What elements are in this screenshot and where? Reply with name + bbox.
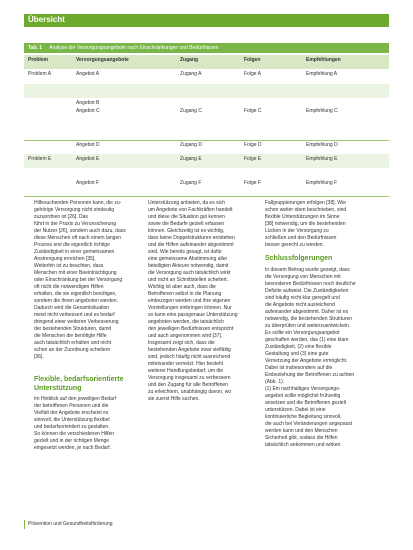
text-line: kontinuierliche Begleitung sinnvoll, [265,414,342,420]
text-line: Im Hinblick auf den jeweiligen Bedarf [34,396,116,402]
text-line: (1) Ein nachhaltiges Versorgungs- [265,386,341,392]
footer-rule [24,520,25,529]
text-line: weiterer Handlungsbedarf, um die [148,368,224,374]
table-header-row [24,55,389,69]
body-column-middle [148,200,260,403]
text-line: besonderen Bedürfnissen noch deutliche [265,281,356,287]
table-cell: Angebot E [76,156,100,162]
text-line: können. Gleichzeitig ist es wichtig, [148,228,225,234]
table-row-divider [24,140,389,141]
table-caption: Analyse der Versorgungsangebote nach Einschränkungen und Bedürfnissen [49,45,219,51]
text-line: tatsächlich ankommen und wirken. [265,442,342,448]
section-label: Übersicht [28,15,65,24]
text-line: Lücken in der Versorgung zu [265,228,329,234]
table-cell: Zugang F [180,180,202,186]
text-line: so kann eine passgenaue Unterstützung [148,312,238,318]
table-cell: Empfehlung A [306,71,338,77]
text-line: (Abb. 1). [265,379,285,385]
text-line: schließen und den Bedürfnissen [265,235,337,241]
text-line: So können die verschiedenen Hilfen [34,431,115,437]
text-line: die Versorgung auch tatsächlich wirkt [148,270,231,276]
text-line: Insgesamt zeigt sich, dass die [148,340,215,346]
text-line: notwendig, die bestehenden Strukturen [265,316,353,322]
table-header-cell: Versorgungsangebote [76,57,129,63]
text-line: meist nicht verbessert und es bedarf [34,312,115,318]
text-line: ansetzen und die Betroffenen gezielt [265,400,347,406]
text-line: die Versorgung von Menschen mit [265,274,341,280]
text-line: die Angebote nicht ausreichend [265,302,335,308]
text-line: werden kann und den Menschen [265,428,338,434]
text-line: Dabei ist insbesondere auf die [265,365,333,371]
text-line: zu erleichtern, unabhängig davon, wo [148,389,232,395]
section-heading: Flexible, bedarfsorientierte Unterstützung [34,376,124,392]
table-row-divider [24,196,389,197]
body-column-right [265,200,377,249]
text-line: [38] notwendig, um die bestehenden [265,221,346,227]
text-line: die auch bei Veränderungen angepasst [265,421,353,427]
text-line: sowie die Bedarfe gezielt erfassen [148,221,225,227]
text-line: und nicht an Schnittstellen scheitert. [148,277,229,283]
text-line: der betroffenen Personen und die [34,403,109,409]
text-line: der Nutzer [26], sondern auch dazu, dass [34,228,126,234]
text-line: und die Hilfen aufeinander abgestimmt [148,242,234,248]
text-line: um Angebote von Fachkräften handelt [148,207,233,213]
text-line: Menschen mit einer Beeinträchtigung [34,270,117,276]
text-line: schon an der Zuordnung scheitern [34,347,111,353]
text-line: eingesetzt werden, je nach Bedarf. [34,445,111,451]
table-header-cell: Folgen [244,57,261,63]
table-cell: Zugang D [180,142,202,148]
table-cell: Zugang E [180,156,202,162]
table-cell: Problem E [28,156,52,162]
footer-journal: Prävention und Gesundheitsförderung [28,521,113,527]
text-line: einbezogen werden und ihre eigenen [148,298,231,304]
section-heading: Schlussfolgerungen [265,255,333,262]
table-cell: Folge A [244,71,261,77]
text-line: [36]. [34,354,44,360]
text-line: angebot sollte möglichst frühzeitig [265,393,341,399]
text-line: Hilfesuchenden Personen kann, die zu- [34,200,122,206]
text-line: zuzuordnen ist [26]. Das [34,214,88,220]
body-column-left-continued [34,396,142,452]
text-line: Dadurch wird die Gesamtsituation [34,305,110,311]
text-line: zu überprüfen und weiterzuentwickeln. [265,323,351,329]
text-line: sondern die ihnen angeboten werden. [34,298,118,304]
text-line: besser gerecht zu werden. [265,242,324,248]
section-bar [24,14,389,27]
text-line: unterstützen. Dabei ist eine [265,407,326,413]
table-cell: Folge C [244,108,262,114]
text-line: sinnvoll, die Unterstützung flexibel [34,417,110,423]
table-cell: Empfehlung E [306,156,338,162]
text-line: den jeweiligen Bedürfnissen entspricht [148,326,234,332]
table-cell: Angebot C [76,108,100,114]
table-cell: Folge E [244,156,262,162]
text-line: dringend einer weiteren Verbesserung [34,319,119,325]
text-line: sie zuerst Hilfe suchen. [148,396,200,402]
text-line: bestehenden Angebote zwar vielfältig [148,347,231,353]
text-line: auch tatsächlich erhalten und nicht [34,340,111,346]
table-cell: Empfehlung F [306,180,338,186]
table-cell: Empfehlung D [306,142,338,148]
text-line: Fallgruppierungen erfolgen [38]. Wie [265,200,346,206]
text-line: beteiligten Akteure notwendig, damit [148,263,229,269]
table-cell: Empfehlung C [306,108,338,114]
text-line: Sicherheit gibt, sodass die Hilfen [265,435,338,441]
table-cell: Zugang C [180,108,202,114]
text-line: dass keine Doppelstrukturen entstehen [148,235,235,241]
table-cell: Angebot A [76,71,100,77]
text-line: und den Zugang für alle Betroffenen [148,382,228,388]
text-line: flexible Unterstützungen im Sinne [265,214,340,220]
table-number: Tab. 1 [28,45,43,51]
text-line: oft nicht die notwendigen Hilfen [34,284,104,290]
text-line: Prozess erst die eigentlich richtige [34,242,110,248]
body-column-right-continued [265,267,377,449]
table-header-cell: Zugang [180,57,199,63]
table-cell: Zugang A [180,71,202,77]
text-line: eine gemeinsame Abstimmung aller [148,256,228,262]
text-line: schon weiter oben beschrieben, sind [265,207,347,213]
text-line: sind, jedoch häufig nicht ausreichend [148,354,231,360]
text-line: diese Menschen oft nach einem langen [34,235,122,241]
table-row-bg [24,84,389,98]
text-line: Weiterhin ist zu beachten, dass [34,263,104,269]
text-line: der bestehenden Strukturen, damit [34,326,111,332]
text-line: Versorgung insgesamt zu verbessern [148,375,231,381]
table-header-cell: Empfehlungen [306,57,341,63]
table-cell: Angebot D [76,142,100,148]
text-line: die Menschen die benötigte Hilfe [34,333,107,339]
text-line: geschaffen werden, das (1) eine klare [265,337,349,343]
table-title [24,43,389,53]
text-line: sind häufig nicht klar geregelt und [265,295,340,301]
text-line: In diesem Beitrag wurde gezeigt, dass [265,267,350,273]
text-line: miteinander vernetzt. Hier besteht [148,361,224,367]
text-line: angeboten werden, die tatsächlich [148,319,224,325]
text-line: aufeinander abgestimmt. Daher ist es [265,309,349,315]
table-header-cell: Problem [28,57,49,63]
text-line: Gestaltung und (3) eine gute [265,351,329,357]
text-line: und bedarfsorientiert zu gestalten. [34,424,110,430]
text-line: führt in der Praxis zu Verunsicherung [34,221,116,227]
text-line: Defizite aufweist. Die Zuständigkeiten [265,288,349,294]
text-line: Vielfalt der Angebote erscheint es [34,410,109,416]
text-line: Zuständigkeit in einer gemeinsamen [34,249,115,255]
table-cell: Folge F [244,180,261,186]
text-line: und diese die Situation gut kennen [148,214,225,220]
text-line: sind. Wie bereits gesagt, ist dafür [148,249,222,255]
text-line: gezielt und in der richtigen Menge [34,438,110,444]
text-line: Vernetzung der Angebote ermöglicht. [265,358,348,364]
text-line: Es sollte ein Versorgungsangebot [265,330,340,336]
table-cell: Folge D [244,142,262,148]
text-line: gehörige Versorgung nicht eindeutig [34,207,115,213]
text-line: Unterstützung anbieten, da es sich [148,200,225,206]
text-line: Einbeziehung der Betroffenen zu achten [265,372,355,378]
text-line: und auch angenommen wird [37]. [148,333,223,339]
table-cell: Angebot F [76,180,100,186]
table-cell: Problem A [28,71,52,77]
text-line: oder Einschränkung bei der Versorgung [34,277,123,283]
table-cell: Angebot B [76,100,100,106]
text-line: Vorstellungen einbringen können. Nur [148,305,232,311]
body-column-left [34,200,142,361]
text-line: Zuständigkeit, (2) eine flexible [265,344,332,350]
text-line: erhalten, die sie eigentlich benötigen, [34,291,117,297]
text-line: Betroffenen selbst in die Planung [148,291,222,297]
text-line: Anstrengung erreichen [35]. [34,256,96,262]
text-line: Wichtig ist aber auch, dass die [148,284,216,290]
